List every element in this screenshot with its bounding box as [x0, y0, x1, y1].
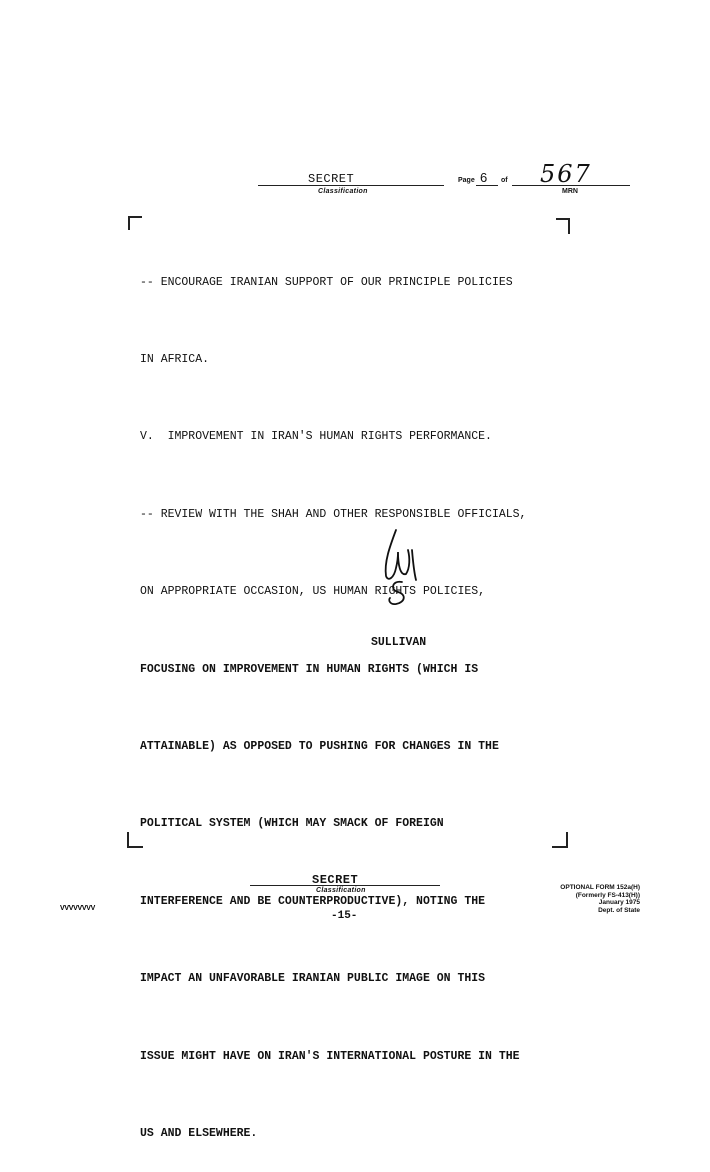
form-line: January 1975: [598, 899, 640, 906]
form-line: (Formerly FS-413(H)): [575, 891, 640, 899]
form-line: Dept. of State: [598, 906, 640, 914]
header-mrn-rule: [512, 185, 630, 186]
footer-page-number: -15-: [331, 910, 358, 922]
body-line: US AND ELSEWHERE.: [140, 1126, 258, 1140]
body-line: INTERFERENCE AND BE COUNTERPRODUCTIVE), NOTING THE: [140, 894, 486, 908]
header-mrn-number: 567: [540, 160, 592, 188]
body-line: ATTAINABLE) AS OPPOSED TO PUSHING FOR CHANGES IN THE: [140, 739, 499, 753]
header-page-rule: [476, 185, 498, 186]
footer-form-identifier: [518, 884, 640, 914]
footer-classification: SECRET: [312, 873, 359, 887]
initials-mark: [376, 528, 422, 608]
body-line: POLITICAL SYSTEM (WHICH MAY SMACK OF FOREIGN: [140, 817, 444, 831]
body-line: IMPACT AN UNFAVORABLE IRANIAN PUBLIC IMAGE ON THIS: [140, 972, 486, 986]
header-classification: SECRET: [308, 172, 355, 186]
body-line: IN AFRICA.: [140, 352, 210, 366]
header-mrn-label: MRN: [562, 188, 578, 195]
footer-form-code: VVVVVVVV: [60, 905, 95, 912]
handwritten-initials-signature: [376, 528, 422, 613]
body-line: V. IMPROVEMENT IN IRAN'S HUMAN RIGHTS PERFORMANCE.: [140, 430, 492, 444]
signer-name: SULLIVAN: [371, 636, 427, 649]
header-of-label: of: [501, 177, 508, 184]
header-classification-label: Classification: [318, 188, 368, 195]
cable-body: [140, 218, 600, 1172]
body-line: -- ENCOURAGE IRANIAN SUPPORT OF OUR PRINCIPLE POLICIES: [140, 275, 513, 289]
footer-classification-label: Classification: [316, 887, 366, 894]
header-page-label: Page: [458, 177, 475, 184]
body-line: ON APPROPRIATE OCCASION, US HUMAN RIGHTS POLICIES,: [140, 585, 486, 599]
form-line: OPTIONAL FORM 152a(H): [560, 884, 640, 891]
body-line: ISSUE MIGHT HAVE ON IRAN'S INTERNATIONAL POSTURE IN THE: [140, 1049, 520, 1063]
header-page-number: 6: [480, 170, 488, 185]
footer-classification-rule: [250, 885, 440, 886]
header-classification-rule: [258, 185, 444, 186]
body-line: FOCUSING ON IMPROVEMENT IN HUMAN RIGHTS (WHICH IS: [140, 662, 479, 676]
body-line: -- REVIEW WITH THE SHAH AND OTHER RESPONSIBLE OFFICIALS,: [140, 507, 527, 521]
